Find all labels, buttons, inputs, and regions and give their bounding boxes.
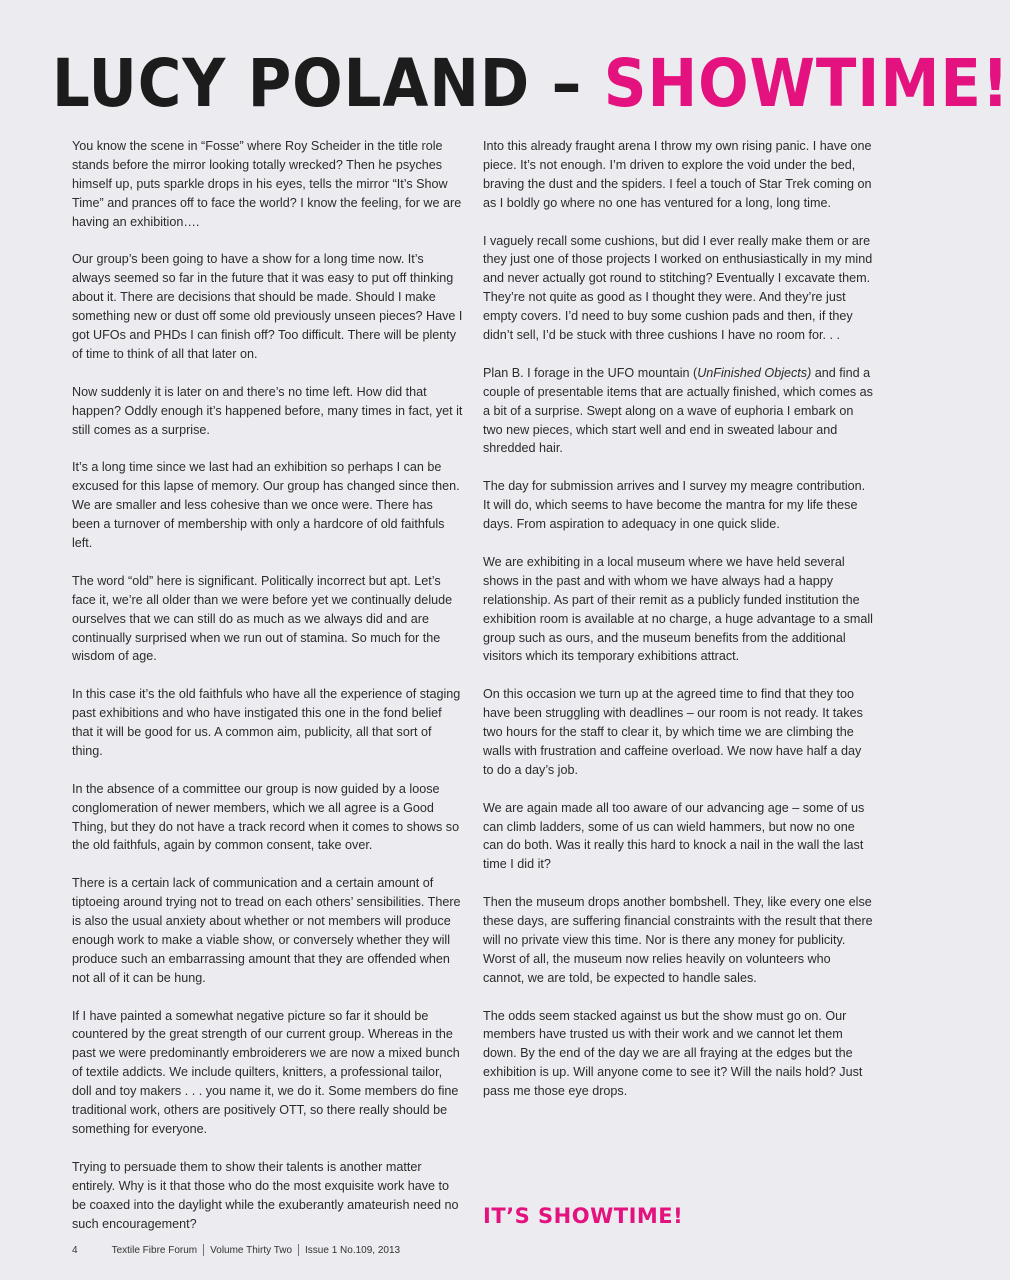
- paragraph: The odds seem stacked against us but the show must go on. Our members have trusted us with their work and we cannot let them down. By the end of the day we are all fraying at the edges but the exhibition is up. Will anyone come to see it? Will the nails hold? Just pass me those eye drops.: [483, 1008, 863, 1099]
- paragraph-plan-b: [483, 364, 875, 459]
- issue-label: Issue 1 No.109, 2013: [305, 1244, 401, 1256]
- paragraph: The day for submission arrives and I survey my meagre contribution. It will do, which seems to have become the mantra for my life these days. From aspiration to adequacy in one quick slide.: [483, 479, 866, 532]
- paragraph: Into this already fraught arena I throw my own rising panic. I have one piece. It’s not enough. I’m driven to explore the void under the bed, braving the dust and the spiders. I feel a touch of Star Trek coming on as I boldly go where no one has ventured for a long, long time.: [483, 139, 872, 210]
- paragraph: We are exhibiting in a local museum where we have held several shows in the past and with whom we have always had a happy relationship. As part of their remit as a publicly funded institution the exhibition room is available at no charge, a huge advantage to a small group such as ours, and the museum benefits from the additional visitors which its temporary exhibitions attract.: [483, 554, 873, 664]
- publication-name: Textile Fibre Forum: [111, 1244, 198, 1256]
- paragraph: If I have painted a somewhat negative picture so far it should be countered by the great strength of our current group. Whereas in the past we were predominantly embroiderers we are now a mixed bunch of textile addicts. We include quilters, knitters, a professional tailor, doll and toy makers . . . you name it, we do it. Some members do fine traditional work, others are positively OTT, so there really should be something for everyone.: [72, 1008, 460, 1136]
- right-column: [483, 137, 875, 1120]
- paragraph: In this case it’s the old faithfuls who have all the experience of staging past exhibitions and who have instigated this one in the fond belief that it will be good for us. A common aim, publicity, all that sort of thing.: [72, 687, 461, 758]
- italic-term: UnFinished Objects): [697, 365, 812, 380]
- paragraph: It’s a long time since we last had an exhibition so perhaps I can be excused for this lapse of memory. Our group has changed since then. We are smaller and less cohesive than we once were. There has been a turnover of membership with only a hardcore of old faithfuls left.: [72, 460, 460, 550]
- closing-heading: IT’S SHOWTIME!: [483, 1204, 684, 1228]
- title-author: LUCY POLAND –: [52, 45, 604, 122]
- paragraph: There is a certain lack of communication and a certain amount of tiptoeing around trying not to tread on each others’ sensibilities. There is also the usual anxiety about whether or not members will produce enough work to make a viable show, or conversely whether they will produce such an embarrassing amount that they are offended when not all of it can be hung.: [72, 876, 461, 985]
- paragraph: Then the museum drops another bombshell. They, like every one else these days, are suffering financial constraints with the result that there will no private view this time. Nor is there any money for publicity. Worst of all, the museum now relies heavily on volunteers who cannot, we are told, be expected to handle sales.: [483, 895, 873, 985]
- left-column: [72, 137, 464, 1252]
- paragraph-text: and find a couple of presentable items that are actually finished, which comes as a bit of a surprise. Swept along on a wave of euphoria I embark on two new pieces, which start well and end in sweated labour and shredded hair.: [483, 365, 873, 456]
- paragraph: In the absence of a committee our group is now guided by a loose conglomeration of newer members, which we all agree is a Good Thing, but they do not have a track record when it comes to shows so the old faithfuls, again by common consent, take over.: [72, 781, 460, 853]
- paragraph: We are again made all too aware of our advancing age – some of us can climb ladders, some of us can wield hammers, but now no one can do both. Was it really this hard to knock a nail in the wall the last time I did it?: [483, 800, 865, 872]
- paragraph: Our group’s been going to have a show for a long time now. It’s always seemed so far in the future that it was easy to put off thinking about it. There are decisions that should be made. Should I make something new or dust off some old previously unseen pieces? Have I got UFOs and PHDs I can finish off? Too difficult. There will be plenty of time to think of all that later on.: [72, 252, 463, 361]
- paragraph-text: Plan B. I forage in the UFO mountain (: [483, 365, 698, 380]
- paragraph: You know the scene in “Fosse” where Roy Scheider in the title role stands before the mirror looking totally wrecked? Then he psyches himself up, puts sparkle drops in his eyes, tells the mirror “It’s Show Time” and prances off to face the world? I know the feeling, for we are having an exhibition….: [72, 139, 462, 229]
- volume-label: Volume Thirty Two: [210, 1244, 293, 1256]
- article-title: [52, 44, 1010, 124]
- footer-divider: [203, 1244, 204, 1256]
- page-footer: [72, 1244, 400, 1256]
- paragraph: I vaguely recall some cushions, but did I ever really make them or are they just one of those projects I worked on enthusiastically in my mind and never actually got round to stitching? Eventually I excavate them. They’re not quite as good as I thought they were. And they’re just empty covers. I’d need to buy some cushion pads and then, if they didn’t sell, I’d be stuck with three cushions I have no room for. . .: [483, 233, 873, 343]
- paragraph: On this occasion we turn up at the agreed time to find that they too have been struggling with deadlines – our room is not ready. It takes two hours for the staff to clear it, by which time we are climbing the walls with frustration and caffeine overload. We now have half a day to do a day’s job.: [483, 687, 863, 777]
- paragraph: The word “old” here is significant. Politically incorrect but apt. Let’s face it, we’re all older than we were before yet we continually delude ourselves that we can still do as much as we always did and are continually surprised when we run out of stamina. So much for the wisdom of age.: [72, 573, 453, 664]
- footer-divider: [298, 1244, 299, 1256]
- title-highlight: SHOWTIME!: [603, 45, 1010, 122]
- paragraph: Now suddenly it is later on and there’s no time left. How did that happen? Oddly enough it’s happened before, many times in fact, yet it still comes as a surprise.: [72, 384, 463, 437]
- paragraph: Trying to persuade them to show their talents is another matter entirely. Why is it that those who do the most exquisite work have to be coaxed into the daylight while the exuberantly amateurish need no such encouragement?: [72, 1159, 459, 1231]
- page-number: 4: [72, 1244, 78, 1256]
